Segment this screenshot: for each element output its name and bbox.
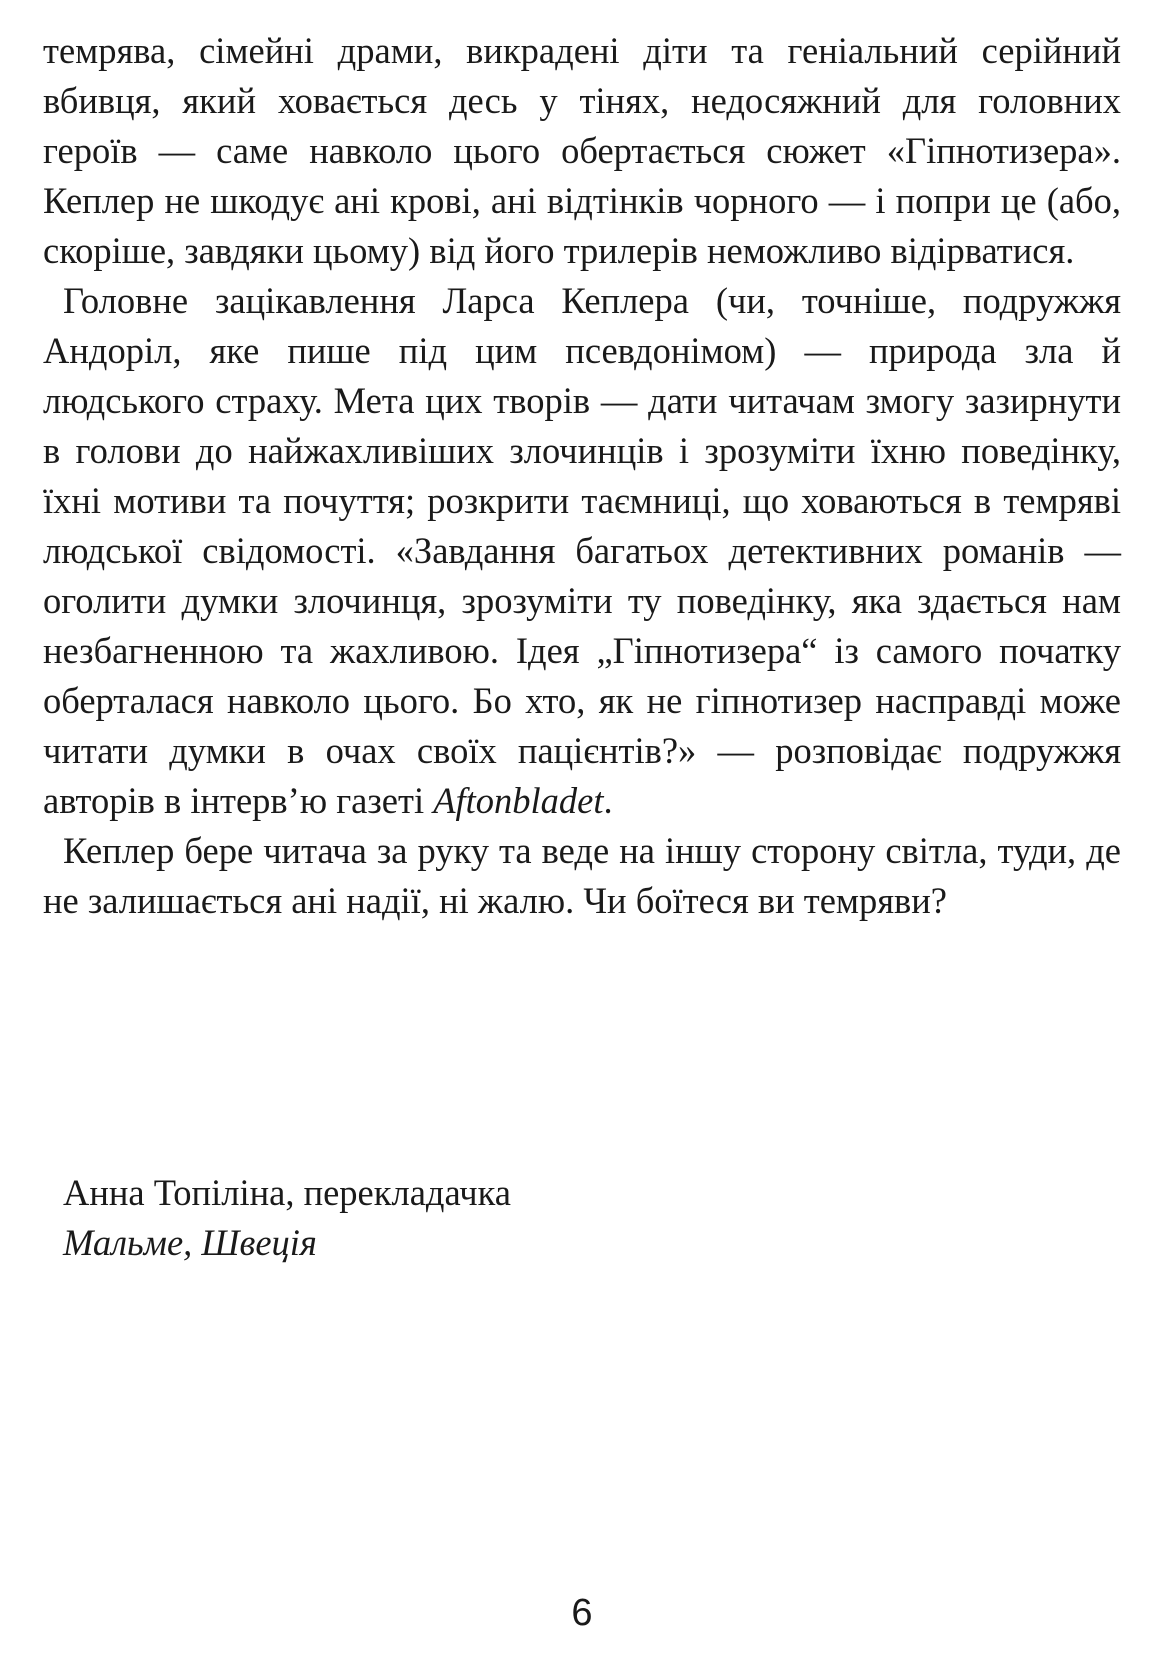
paragraph-2-text: Головне зацікавлення Ларса Кеплера (чи, точніше, подружжя Андоріл, яке пише під цим псевдонімом) — природа зла й людського страху. Мета цих творів — дати читачам змогу зазирнути в голови до найжахливіших злочинців і зрозуміти їхню поведінку, їхні мотиви та почуття; розкрити таємниці, що ховаються в темряві людської свідомості. «Завдання багатьох детективних романів — оголити думки злочинця, зрозуміти ту поведінку, яка здається нам незбагненною та жахливою. Ідея „Гіпнотизера“ із самого початку оберталася навколо цього. Бо хто, як не гіпнотизер насправді може читати думки в очах своїх пацієнтів?» — розповідає подружжя авторів в інтерв’ю газеті [43,280,1121,821]
paragraph-1: темрява, сімейні драми, викрадені діти та геніальний серійний вбивця, який ховається десь у тінях, недосяжний для головних героїв — саме навколо цього обертається сюжет «Гіпнотизера». Кеплер не шкодує ані крові, ані відтінків чорного — і попри це (або, скоріше, завдяки цьому) від його трилерів неможливо відірватися. [43,30,1121,271]
paragraph-2 [43,276,1121,826]
page-number: 6 [571,1592,593,1634]
signature-block [63,1168,511,1268]
signature-place: Мальме, Швеція [63,1222,317,1263]
paragraph-3: Кеплер бере читача за руку та веде на іншу сторону світла, туди, де не залишається ані надії, ні жалю. Чи боїтеся ви темряви? [43,830,1121,921]
paragraph-2-end: . [603,780,613,821]
newspaper-title: Aftonbladet [433,780,604,821]
signature-author: Анна Топіліна, перекладачка [63,1172,511,1213]
body-text [43,26,1121,926]
